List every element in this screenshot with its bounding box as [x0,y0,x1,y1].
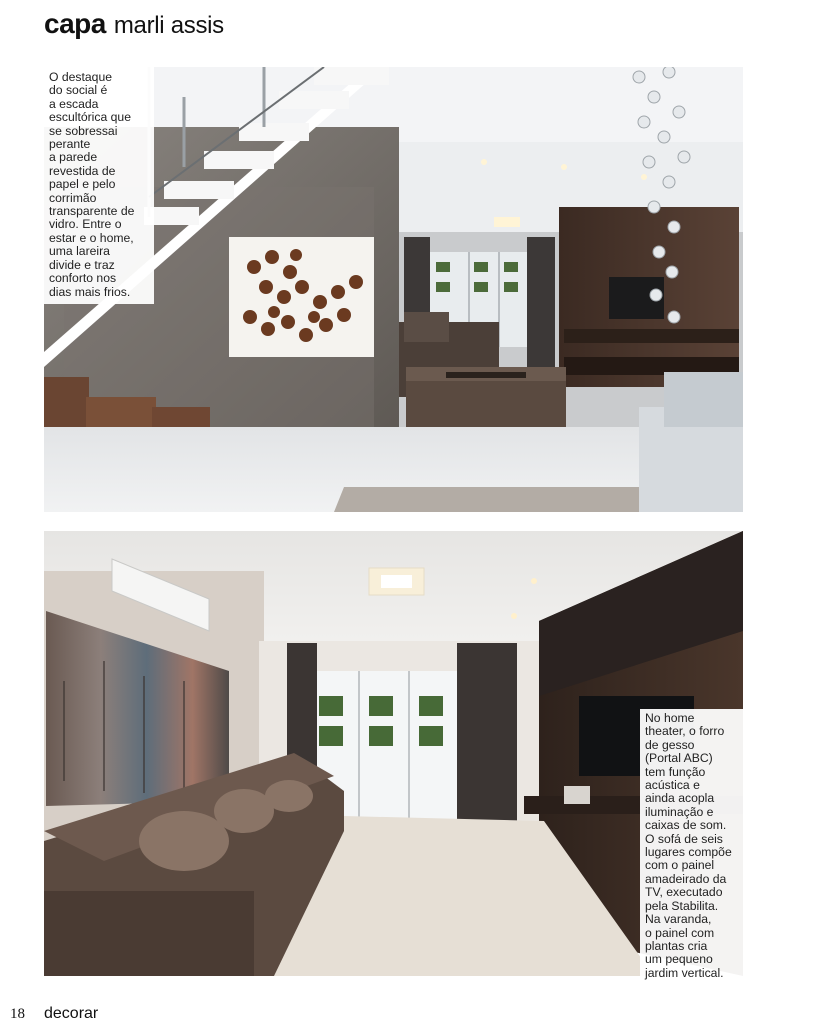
page-footer [0,1004,817,1028]
article-author: marli assis [113,12,224,39]
home-theater-photo [44,531,743,976]
bottom-photo-caption: No home theater, o forro de gesso (Portal ABC) tem função acústica e ainda acopla iluminação e caixas de som. O sofá de seis lugares compõe com o painel amadeirado da TV, executado pela Stabilita. Na varanda, o painel com plantas cria um pequeno jardim vertical. [640,709,746,984]
publication-name: decorar [44,1005,99,1022]
section-label: capa [44,8,106,39]
page-number: 18 [10,1006,25,1022]
top-photo-caption: O destaque do social é a escada escultórica que se sobressai perante a parede revestida de papel e pelo corrimão transparente de vidro. Entre o estar e o home, uma lareira divide e traz conforto nos dias mais frios. [44,67,154,304]
page-header [44,8,224,42]
